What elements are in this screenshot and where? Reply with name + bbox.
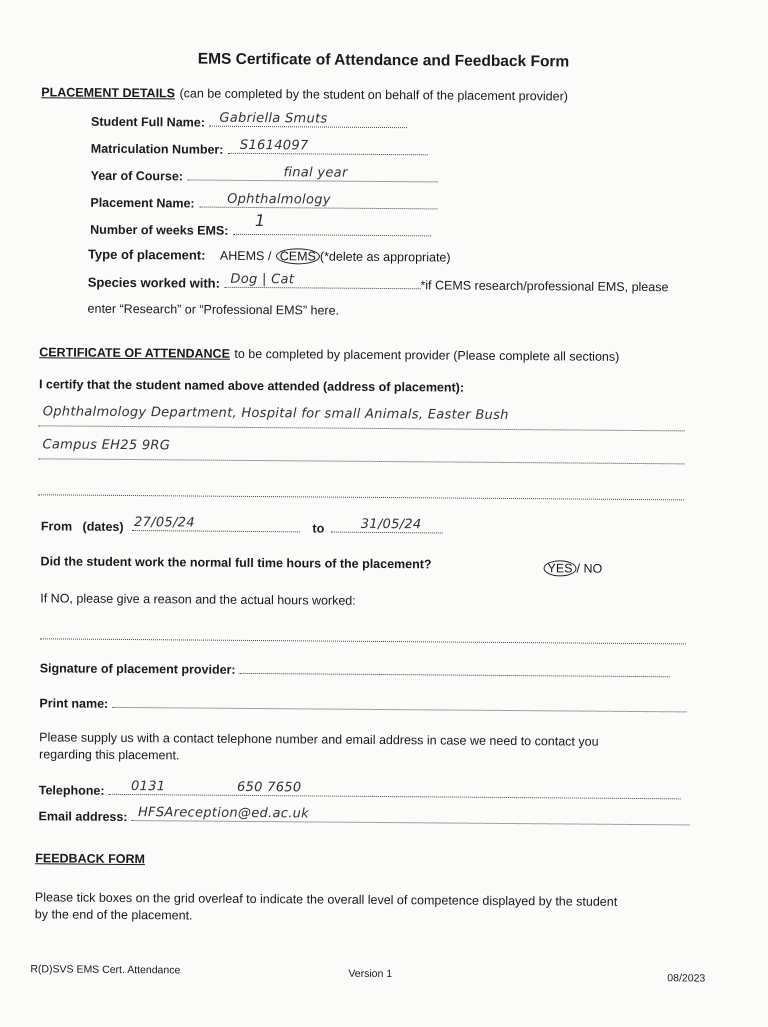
print-name-label: Print name:	[39, 696, 109, 711]
year-value: final year	[283, 165, 348, 181]
dates-label: (dates)	[82, 519, 124, 534]
student-name-field[interactable]	[209, 110, 407, 129]
signature-row	[40, 659, 670, 682]
form-title: EMS Certificate of Attendance and Feedback Form	[197, 50, 570, 71]
species-note: *if CEMS research/professional EMS, please	[420, 278, 669, 295]
matric-label: Matriculation Number:	[90, 141, 224, 157]
matric-field[interactable]	[228, 137, 428, 156]
student-name-row	[90, 110, 407, 133]
species-note-2: enter “Research” or “Professional EMS” here.	[87, 301, 340, 318]
to-label: to	[312, 521, 325, 536]
year-row	[91, 167, 438, 188]
to-date-value: 31/05/24	[360, 516, 422, 533]
year-field[interactable]	[187, 167, 437, 182]
matric-row	[90, 137, 428, 161]
species-value: Dog | Cat	[230, 271, 295, 288]
from-date-field[interactable]	[132, 515, 300, 532]
year-label: Year of Course:	[90, 168, 184, 184]
weeks-value: 1	[254, 210, 266, 231]
no-option[interactable]: / NO	[576, 561, 603, 576]
hours-question: Did the student work the normal full time hours of the placement?	[40, 554, 432, 572]
placement-details-note: (can be completed by the student on behalf of the placement provider)	[179, 86, 568, 104]
certificate-header	[39, 343, 619, 366]
type-note: (*delete as appropriate)	[319, 249, 451, 265]
matric-value: S1614097	[239, 137, 309, 154]
address-line-2-field[interactable]	[38, 458, 684, 464]
footer-right: 08/2023	[667, 972, 706, 985]
weeks-row	[90, 210, 431, 242]
student-name-label: Student Full Name:	[90, 114, 205, 130]
hours-answer	[543, 561, 602, 575]
weeks-field[interactable]	[233, 210, 431, 237]
telephone-label: Telephone:	[38, 783, 105, 798]
signature-label: Signature of placement provider:	[39, 661, 236, 677]
contact-request-2: regarding this placement.	[39, 747, 180, 763]
email-label: Email address:	[38, 809, 128, 825]
email-value: HFSAreception@ed.ac.uk	[137, 805, 310, 822]
address-line-1-value: Ophthalmology Department, Hospital for small Animals, Easter Bush	[42, 404, 509, 423]
certificate-note: to be completed by placement provider (Please complete all sections)	[234, 346, 620, 364]
type-label: Type of placement:	[87, 246, 206, 263]
print-name-row	[39, 694, 686, 717]
feedback-instructions-1: Please tick boxes on the grid overleaf to indicate the overall level of competence displayed by the student	[34, 890, 618, 909]
address-line-2-value: Campus EH25 9RG	[42, 437, 171, 454]
placement-name-field[interactable]	[199, 191, 437, 210]
print-name-field[interactable]	[113, 695, 687, 713]
type-option-cems[interactable]: CEMS	[276, 248, 320, 264]
email-row	[39, 807, 691, 830]
dates-row	[41, 517, 443, 538]
certify-label: I certify that the student named above attended (address of placement):	[38, 377, 465, 395]
signature-field[interactable]	[240, 661, 670, 677]
address-line-3-field[interactable]	[38, 494, 684, 500]
type-row	[88, 246, 451, 267]
placement-name-label: Placement Name:	[90, 195, 195, 211]
certificate-heading: CERTIFICATE OF ATTENDANCE	[39, 345, 231, 361]
from-label: From	[40, 519, 73, 534]
species-label: Species worked with:	[87, 274, 221, 291]
placement-name-value: Ophthalmology	[227, 191, 331, 208]
feedback-heading: FEEDBACK FORM	[35, 851, 146, 867]
address-line-1-field[interactable]	[39, 425, 685, 431]
telephone-field[interactable]	[109, 779, 681, 799]
placement-details-header	[41, 83, 568, 105]
telephone-row	[39, 781, 681, 804]
if-no-reason-field[interactable]	[40, 638, 686, 644]
to-date-field[interactable]	[331, 516, 443, 534]
footer-center: Version 1	[348, 967, 393, 981]
student-name-value: Gabriella Smuts	[219, 110, 328, 127]
telephone-value-2: 650 7650	[236, 779, 302, 796]
if-no-label: If NO, please give a reason and the actual hours worked:	[40, 591, 356, 608]
from-date-value: 27/05/24	[133, 515, 195, 531]
contact-request-1: Please supply us with a contact telephone number and email address in case we need to contact you	[39, 730, 599, 749]
telephone-value-1: 0131	[130, 779, 166, 795]
yes-option[interactable]: YES	[543, 560, 576, 576]
feedback-instructions-2: by the end of the placement.	[34, 907, 193, 923]
footer-left: R(D)SVS EMS Cert. Attendance	[30, 963, 181, 977]
email-field[interactable]	[132, 805, 690, 825]
type-option-ahems[interactable]: AHEMS /	[219, 248, 272, 264]
species-row	[87, 271, 669, 297]
weeks-label: Number of weeks EMS:	[90, 222, 229, 238]
species-field[interactable]	[224, 271, 420, 290]
placement-details-heading: PLACEMENT DETAILS	[41, 85, 176, 101]
